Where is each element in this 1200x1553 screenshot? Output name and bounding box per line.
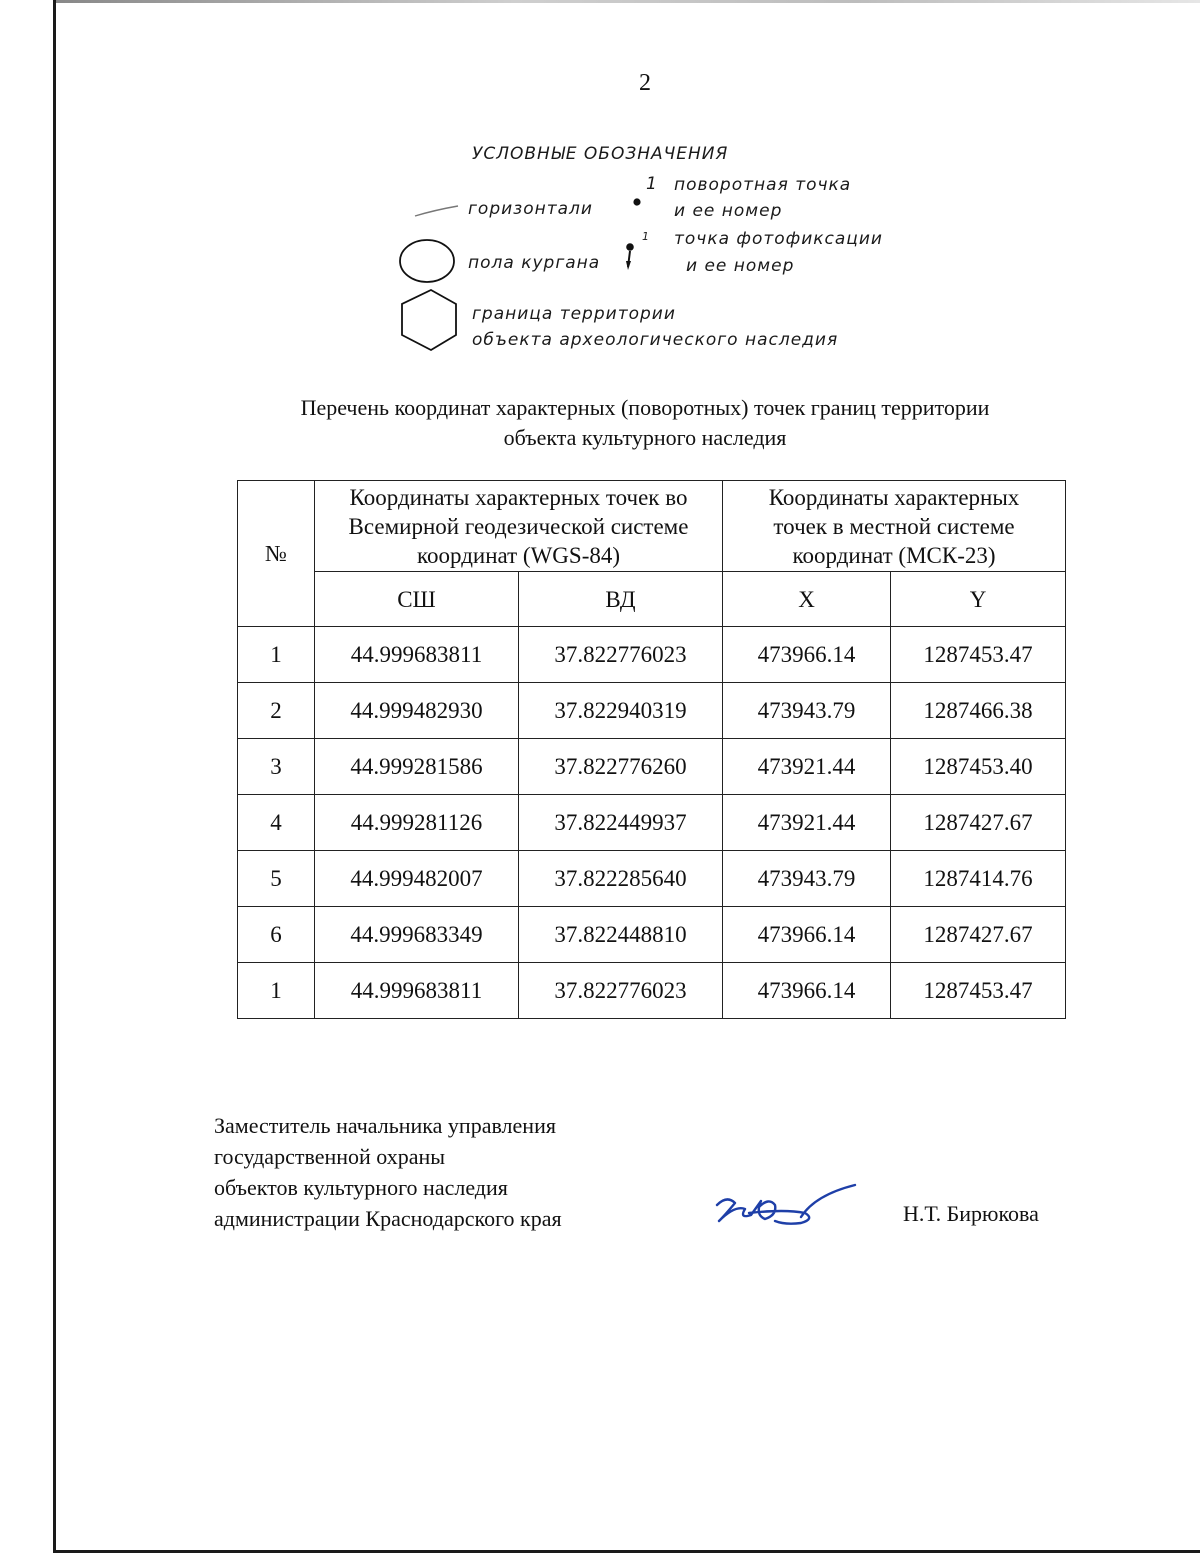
photo-point-number: 1: [642, 230, 650, 243]
handwritten-signature: [705, 1175, 865, 1245]
cell-number: 4: [238, 795, 315, 851]
col-y-header: Y: [891, 572, 1066, 627]
cell-y: 1287466.38: [891, 683, 1066, 739]
signer-position-line: Заместитель начальника управления: [214, 1113, 556, 1138]
legend-title: УСЛОВНЫЕ ОБОЗНАЧЕНИЯ: [472, 144, 729, 164]
cell-lat: 44.999482007: [315, 851, 519, 907]
signer-position-line: администрации Краснодарского края: [214, 1206, 562, 1231]
mound-ellipse-icon: [400, 240, 454, 282]
photo-point-icon: [626, 243, 634, 270]
scan-edge-top: [56, 0, 1200, 3]
cell-lon: 37.822776023: [519, 963, 723, 1019]
cell-lon: 37.822449937: [519, 795, 723, 851]
cell-lon: 37.822285640: [519, 851, 723, 907]
list-title-line1: Перечень координат характерных (поворотных) точек границ территории: [300, 395, 990, 420]
turning-point-number: 1: [646, 174, 658, 194]
table-row: [238, 795, 1066, 851]
cell-y: 1287453.47: [891, 963, 1066, 1019]
boundary-label: граница территории: [472, 304, 676, 324]
table-row: [238, 739, 1066, 795]
cell-x: 473921.44: [723, 795, 891, 851]
cell-x: 473943.79: [723, 851, 891, 907]
col-number-header: №: [238, 481, 315, 627]
contour-line-icon: [415, 206, 458, 216]
mound-label: пола кургана: [468, 253, 601, 273]
turning-point-label-2: и ее номер: [674, 201, 783, 221]
table-row: [238, 963, 1066, 1019]
signer-position: [214, 1110, 694, 1234]
cell-lon: 37.822776023: [519, 627, 723, 683]
cell-lat: 44.999281126: [315, 795, 519, 851]
cell-x: 473921.44: [723, 739, 891, 795]
boundary-label-2: объекта археологического наследия: [472, 330, 839, 350]
signer-position-line: объектов культурного наследия: [214, 1175, 508, 1200]
cell-x: 473943.79: [723, 683, 891, 739]
cell-y: 1287453.40: [891, 739, 1066, 795]
cell-y: 1287453.47: [891, 627, 1066, 683]
cell-lat: 44.999683811: [315, 627, 519, 683]
cell-lon: 37.822776260: [519, 739, 723, 795]
signer-position-line: государственной охраны: [214, 1144, 446, 1169]
cell-lat: 44.999683811: [315, 963, 519, 1019]
list-title: [180, 393, 1110, 453]
coordinates-table: [237, 480, 1066, 1019]
col-x-header: X: [723, 572, 891, 627]
cell-number: 6: [238, 907, 315, 963]
turning-point-label: поворотная точка: [674, 175, 852, 195]
cell-lat: 44.999281586: [315, 739, 519, 795]
legend: [390, 140, 950, 365]
col-lat-header: СШ: [315, 572, 519, 627]
cell-lon: 37.822940319: [519, 683, 723, 739]
cell-x: 473966.14: [723, 963, 891, 1019]
table-subheader-row: [238, 572, 1066, 627]
scan-edge-left: [53, 0, 56, 1553]
list-title-line2: объекта культурного наследия: [503, 425, 787, 450]
msk-group-header: Координаты характерных точек в местной системе координат (МСК-23): [723, 481, 1066, 572]
wgs-group-header: Координаты характерных точек во Всемирной геодезической системе координат (WGS-84): [315, 481, 723, 572]
cell-number: 1: [238, 963, 315, 1019]
photo-point-label-2: и ее номер: [686, 256, 795, 276]
cell-y: 1287427.67: [891, 907, 1066, 963]
table-row: [238, 627, 1066, 683]
col-lon-header: ВД: [519, 572, 723, 627]
cell-number: 5: [238, 851, 315, 907]
cell-lon: 37.822448810: [519, 907, 723, 963]
cell-number: 3: [238, 739, 315, 795]
cell-x: 473966.14: [723, 627, 891, 683]
cell-y: 1287414.76: [891, 851, 1066, 907]
photo-point-label: точка фотофиксации: [674, 229, 883, 249]
cell-lat: 44.999482930: [315, 683, 519, 739]
boundary-hexagon-icon: [402, 290, 456, 350]
signer-name: Н.Т. Бирюкова: [903, 1201, 1039, 1226]
cell-y: 1287427.67: [891, 795, 1066, 851]
table-row: [238, 851, 1066, 907]
page-number: 2: [639, 70, 651, 96]
contours-label: горизонтали: [468, 199, 593, 219]
table-row: [238, 683, 1066, 739]
cell-lat: 44.999683349: [315, 907, 519, 963]
cell-number: 2: [238, 683, 315, 739]
turning-point-icon: [633, 198, 640, 205]
table-header-row: [238, 481, 1066, 572]
table-row: [238, 907, 1066, 963]
cell-x: 473966.14: [723, 907, 891, 963]
cell-number: 1: [238, 627, 315, 683]
